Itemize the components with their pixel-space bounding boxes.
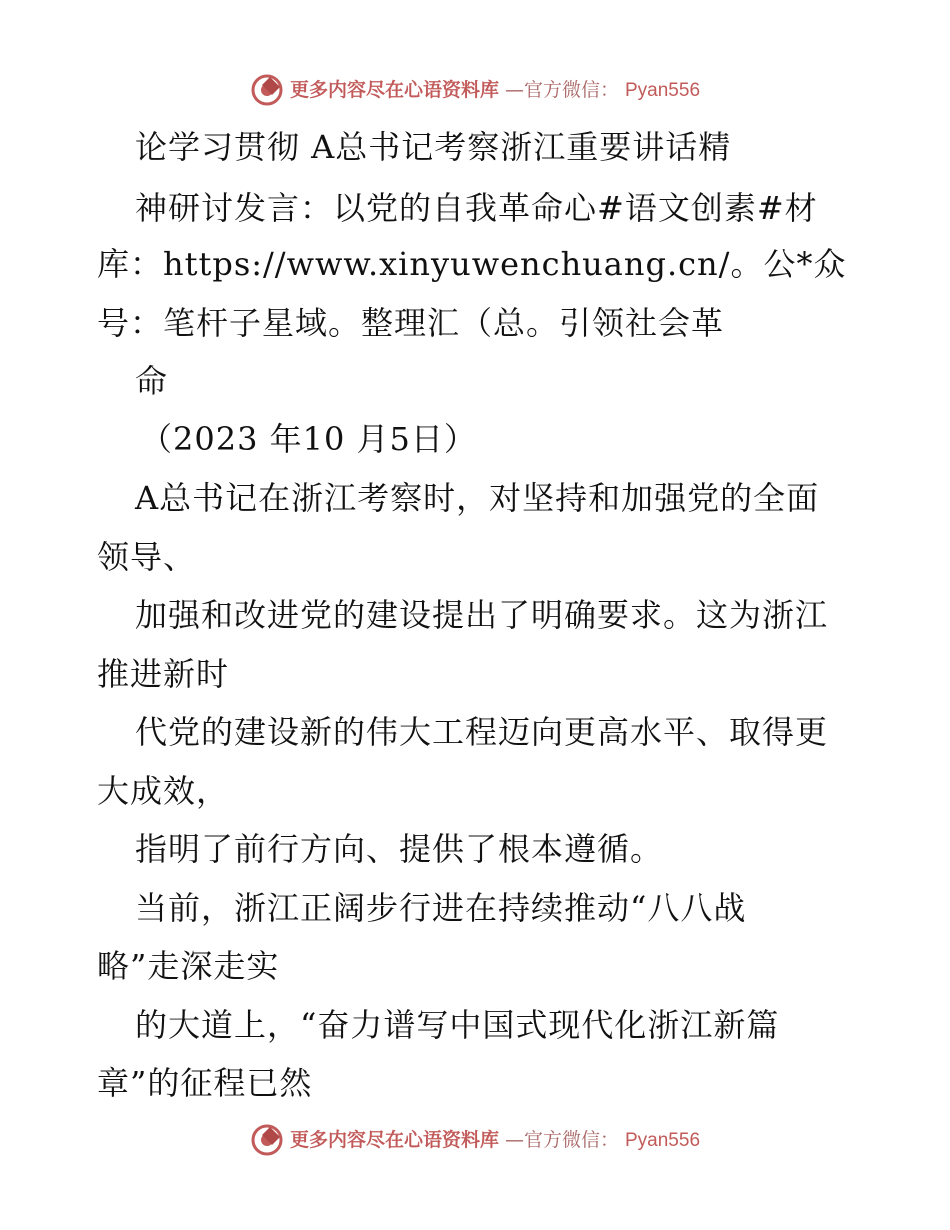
- body-line-7: 指明了前行方向、提供了根本遵循。: [135, 830, 664, 868]
- watermark-header: [0, 70, 950, 110]
- body-line-5: 代党的建设新的伟大工程迈向更高水平、取得更: [135, 713, 829, 751]
- title-line-5: 命: [135, 362, 169, 400]
- watermark-prefix: 更多内容尽在心语资料库: [289, 1128, 499, 1151]
- title-line-3: 库：https://www.xinyuwenchuang.cn/。公*众: [97, 245, 847, 283]
- watermark-prefix: 更多内容尽在心语资料库: [289, 78, 499, 101]
- body-line-10: 的大道上，“奋力谱写中国式现代化浙江新篇: [135, 1006, 780, 1044]
- watermark-middle: —官方微信：: [504, 78, 619, 101]
- body-line-3: 加强和改进党的建设提出了明确要求。这为浙江: [135, 596, 829, 634]
- title-line-4: 号：笔杆子星域。整理汇（总。引领社会革: [97, 304, 725, 342]
- body-line-4: 推进新时: [97, 655, 230, 693]
- body-line-2: 领导、: [97, 538, 197, 576]
- watermark-handle: Pyan556: [625, 79, 701, 101]
- pen-circle-logo-icon: [250, 73, 284, 107]
- body-line-9: 略”走深走实: [97, 947, 280, 985]
- title-line-2: 神研讨发言：以党的自我革命心#语文创素#材: [135, 189, 818, 227]
- document-date: （2023 年10 月5日）: [140, 420, 477, 458]
- watermark-handle: Pyan556: [625, 1129, 701, 1151]
- body-line-6: 大成效，: [97, 772, 230, 810]
- title-line-1: 论学习贯彻 A总书记考察浙江重要讲话精: [135, 128, 732, 166]
- body-line-11: 章”的征程已然: [97, 1064, 313, 1102]
- body-line-1: A总书记在浙江考察时，对坚持和加强党的全面: [135, 479, 820, 517]
- watermark-footer: [0, 1120, 950, 1160]
- watermark-middle: —官方微信：: [504, 1128, 619, 1151]
- body-line-8: 当前，浙江正阔步行进在持续推动“八八战: [135, 889, 747, 927]
- pen-circle-logo-icon: [250, 1123, 284, 1157]
